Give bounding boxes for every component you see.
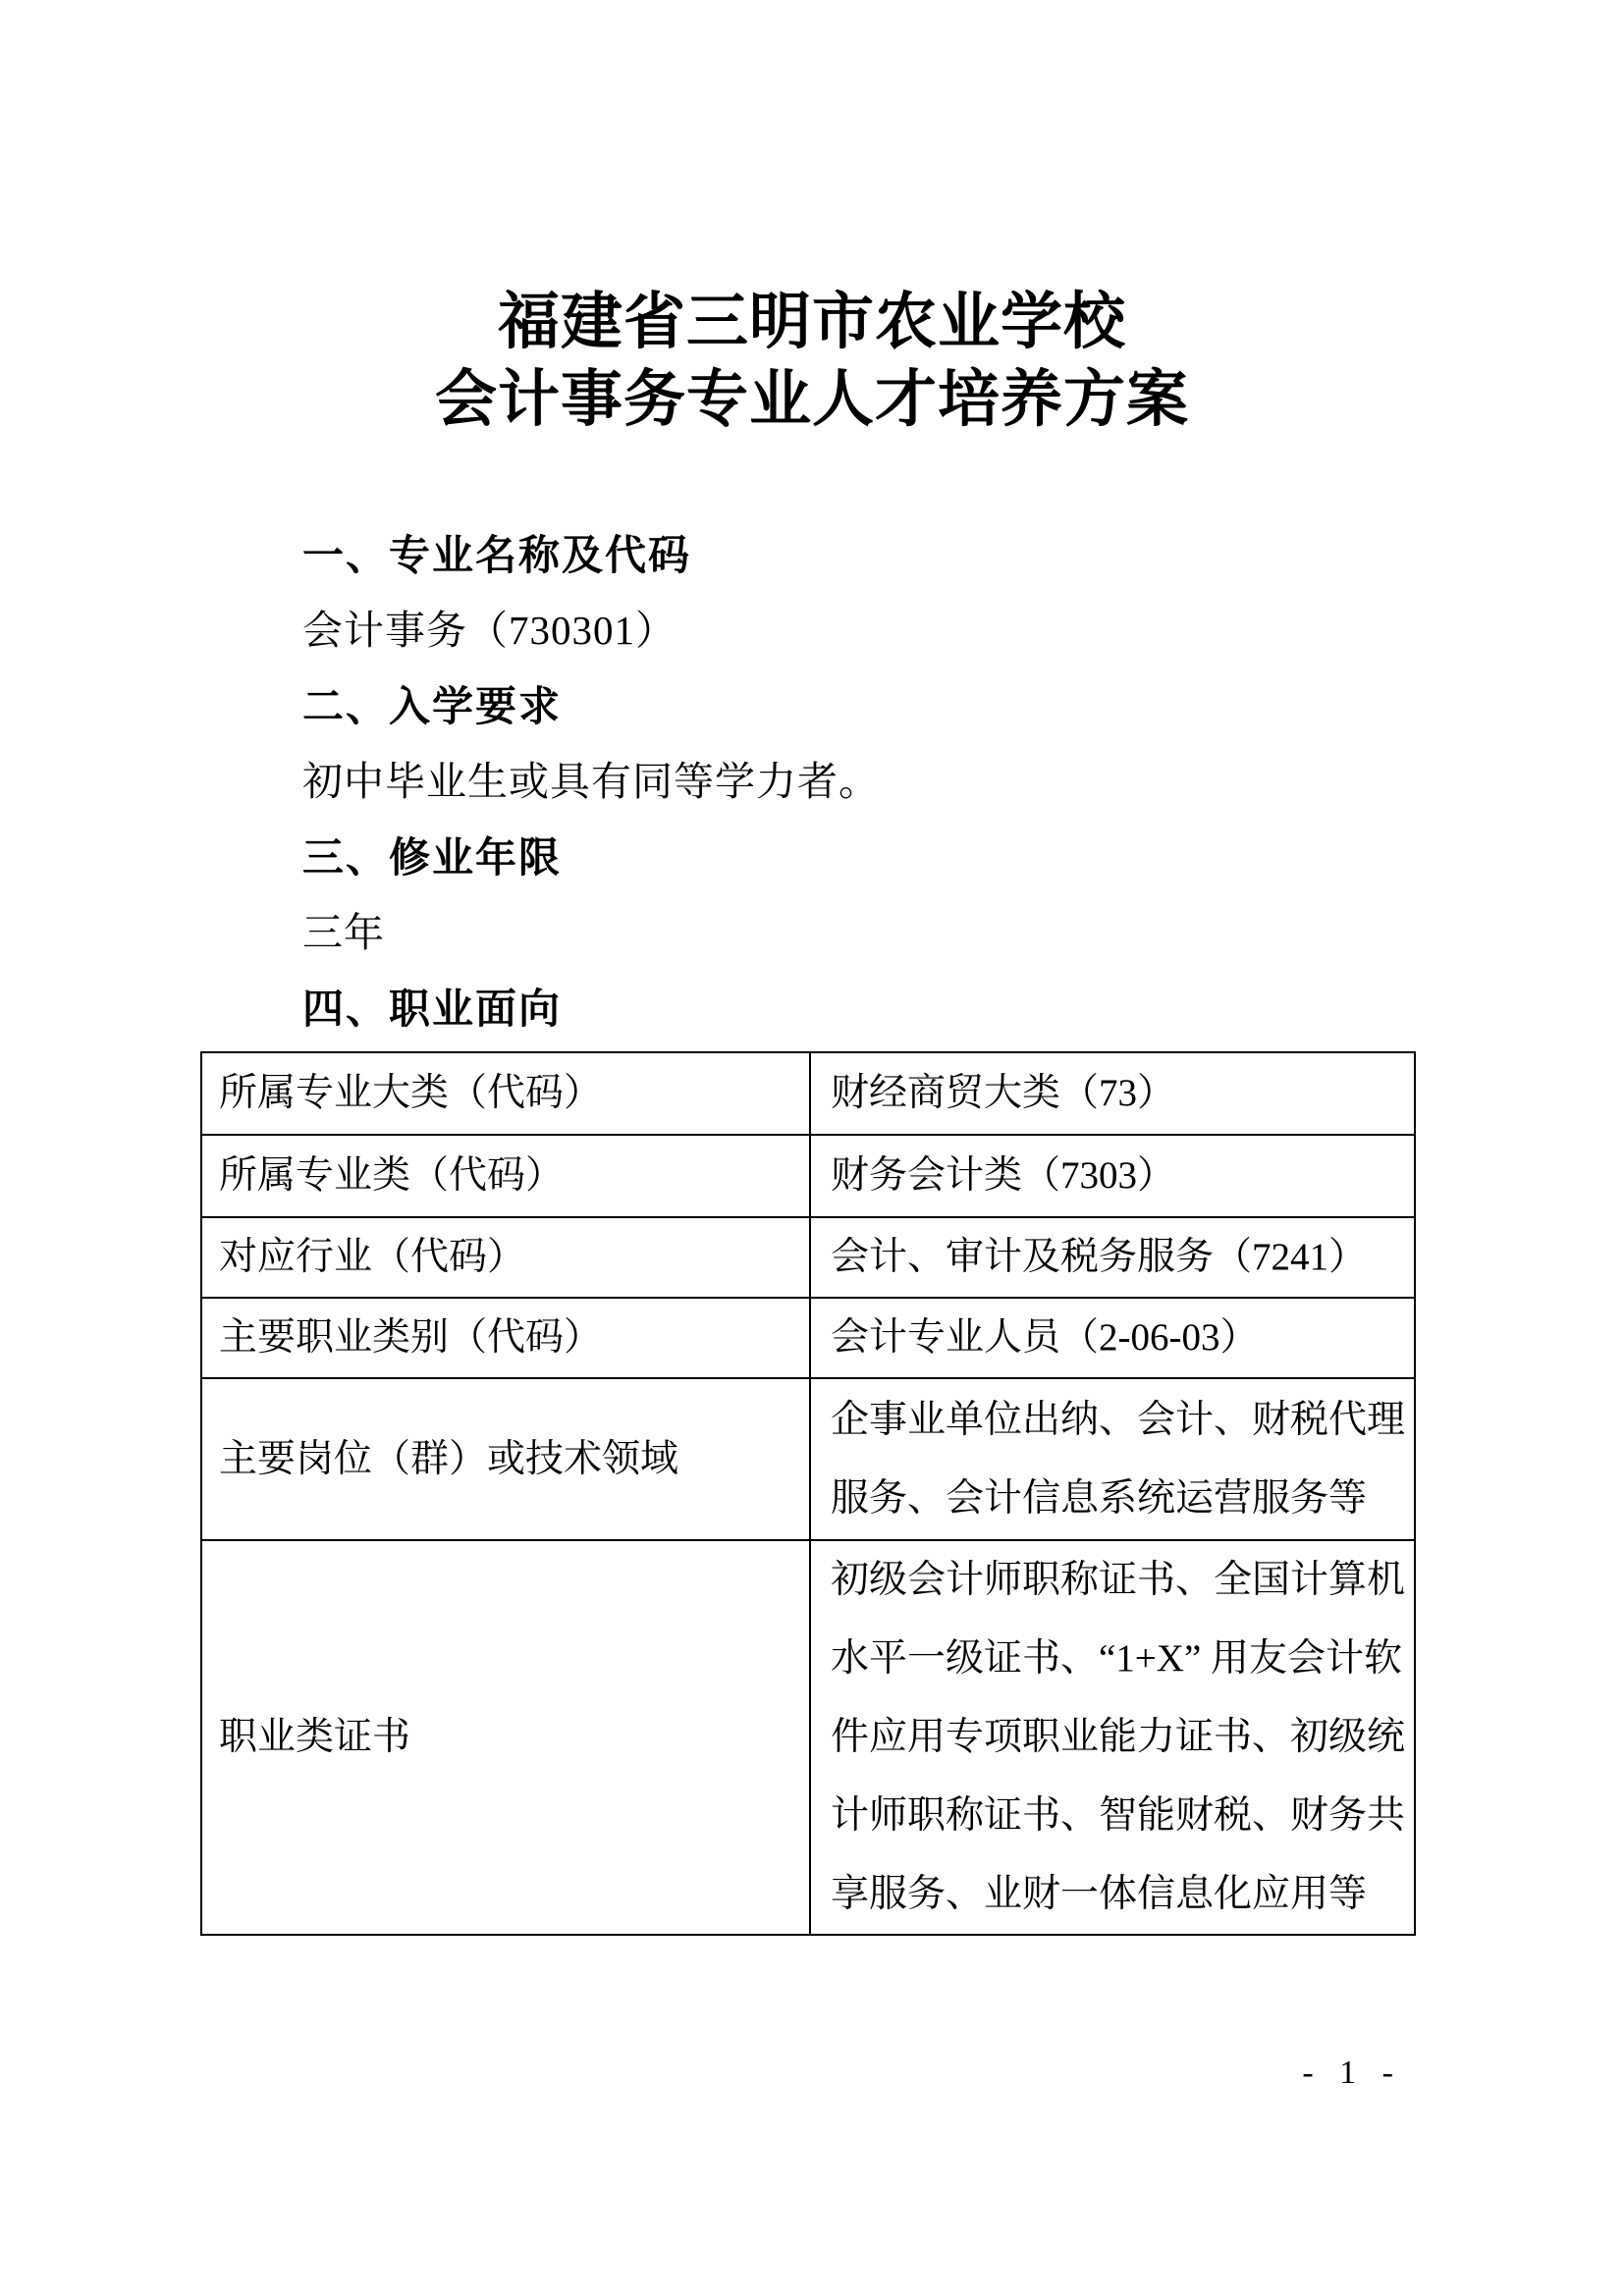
row-value-line: 计师职称证书、智能财税、财务共 [831, 1794, 1406, 1837]
section-heading-career-orientation: 四、职业面向 [302, 986, 563, 1032]
row-value-cell [810, 1135, 1415, 1217]
row-label-cell [201, 1540, 810, 1935]
row-value-cell [810, 1540, 1415, 1935]
row-value-line: 件应用专项职业能力证书、初级统 [831, 1716, 1406, 1758]
row-value-cell [810, 1217, 1415, 1298]
row-value-line: 服务、会计信息系统运营服务等 [831, 1476, 1368, 1520]
row-value-line: 享服务、业财一体信息化应用等 [831, 1873, 1368, 1915]
row-label: 对应行业（代码） [219, 1236, 526, 1278]
row-value-line: 初级会计师职称证书、全国计算机 [831, 1559, 1406, 1601]
row-label-cell [201, 1052, 810, 1135]
row-label-cell [201, 1378, 810, 1540]
row-value-cell [810, 1298, 1415, 1378]
row-value: 财务会计类（7303） [831, 1154, 1176, 1197]
row-label-cell [201, 1135, 810, 1217]
row-label: 所属专业类（代码） [219, 1154, 565, 1197]
section-heading-major-name-code: 一、专业名称及代码 [302, 532, 692, 578]
body-enrollment-requirement: 初中毕业生或具有同等学力者。 [302, 759, 880, 804]
page-number: - 1 - [1302, 2055, 1402, 2091]
row-label: 职业类证书 [219, 1716, 411, 1758]
row-label-cell [201, 1298, 810, 1378]
document-title [0, 284, 1624, 439]
row-value-line: 水平一级证书、“1+X” 用友会计软 [831, 1637, 1403, 1680]
row-label: 主要岗位（群）或技术领域 [219, 1437, 679, 1480]
title-line-1: 福建省三明市农业学校 [498, 288, 1126, 356]
row-label: 主要职业类别（代码） [219, 1316, 603, 1359]
row-value: 会计专业人员（2-06-03） [831, 1316, 1259, 1359]
section-heading-study-duration: 三、修业年限 [302, 834, 563, 881]
table-row-occupation-category [201, 1298, 1415, 1378]
table-row-main-posts [201, 1378, 1415, 1540]
title-line-2: 会计事务专业人才培养方案 [435, 365, 1189, 434]
section-list [302, 517, 1422, 1046]
row-value: 会计、审计及税务服务（7241） [831, 1236, 1368, 1278]
row-label-cell [201, 1217, 810, 1298]
row-value-cell [810, 1052, 1415, 1135]
row-value-line: 企事业单位出纳、会计、财税代理 [831, 1398, 1406, 1441]
table-row-major-category [201, 1052, 1415, 1135]
row-value-cell [810, 1378, 1415, 1540]
table-row-industry [201, 1217, 1415, 1298]
section-heading-enrollment-requirement: 二、入学要求 [302, 683, 563, 729]
body-major-name-code: 会计事务（730301） [302, 608, 677, 653]
body-study-duration: 三年 [302, 910, 385, 955]
row-label: 所属专业大类（代码） [219, 1072, 603, 1114]
career-orientation-table [200, 1051, 1416, 1936]
table-row-subject-category [201, 1135, 1415, 1217]
row-value: 财经商贸大类（73） [831, 1072, 1176, 1114]
table-row-certificates [201, 1540, 1415, 1935]
